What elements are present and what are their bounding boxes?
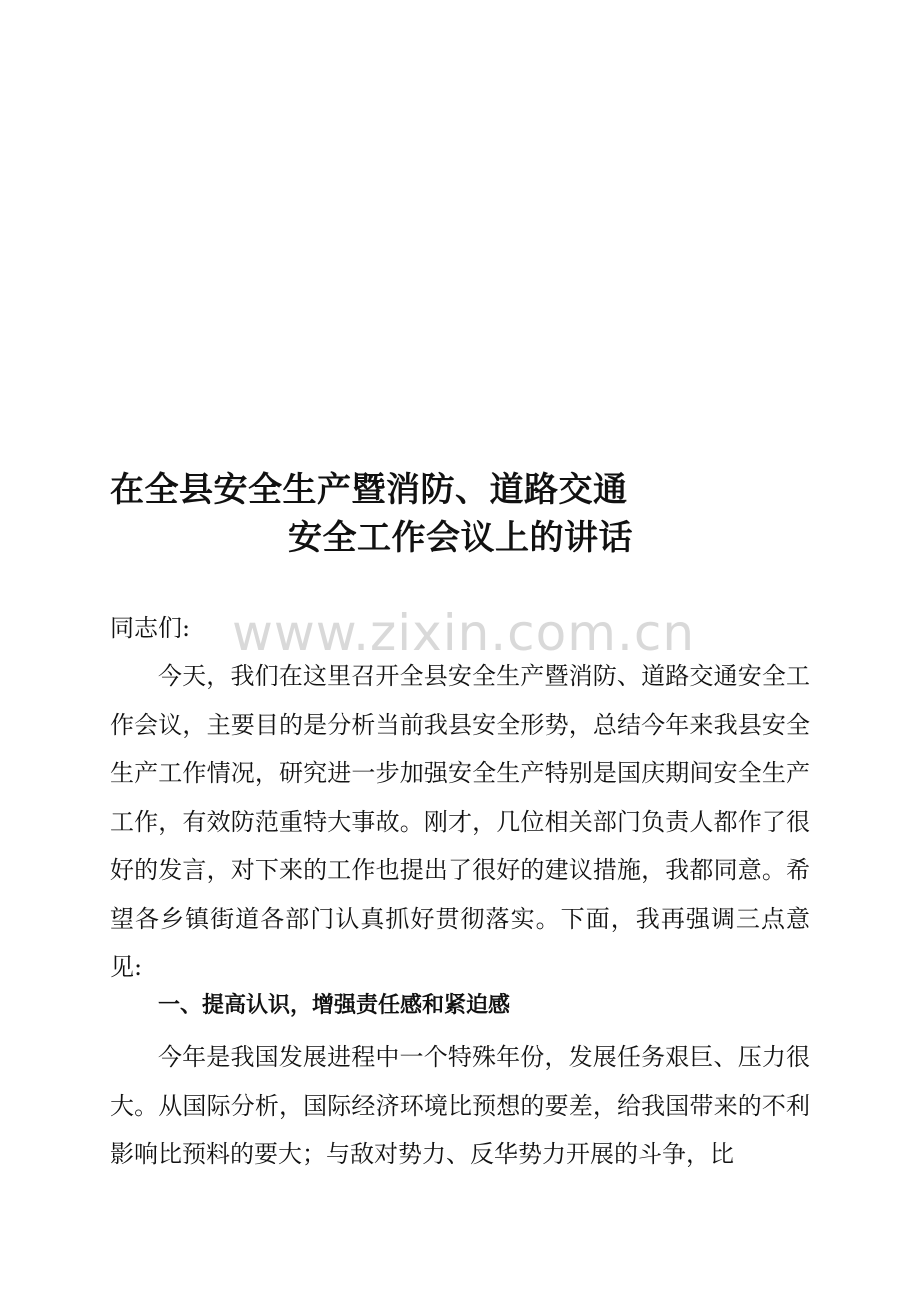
document-title-line-2: 安全工作会议上的讲话: [288, 518, 633, 558]
section-heading-1: 一、提高认识，增强责任感和紧迫感: [158, 993, 511, 1018]
salutation: 同志们:: [110, 614, 191, 642]
paragraph-1: 今天，我们在这里召开全县安全生产暨消防、道路交通安全工作会议，主要目的是分析当前我县安全形势，总结今年来我县安全生产工作情况，研究进一步加强安全生产特别是国庆期间安全生产工作，有效防范重特大事故。刚才，几位相关部门负责人都作了很好的发言，对下来的工作也提出了很好的建议措施，我都同意。希望各乡镇街道各部门认真抓好贯彻落实。下面，我再强调三点意见:: [110, 662, 810, 981]
paragraph-2: 今年是我国发展进程中一个特殊年份，发展任务艰巨、压力很大。从国际分析，国际经济环境比预想的要差，给我国带来的不利影响比预料的要大；与敌对势力、反华势力开展的斗争，比: [110, 1043, 810, 1168]
watermark: www.zixin.com.cn: [232, 604, 696, 662]
document-title-line-1: 在全县安全生产暨消防、道路交通: [110, 470, 628, 510]
